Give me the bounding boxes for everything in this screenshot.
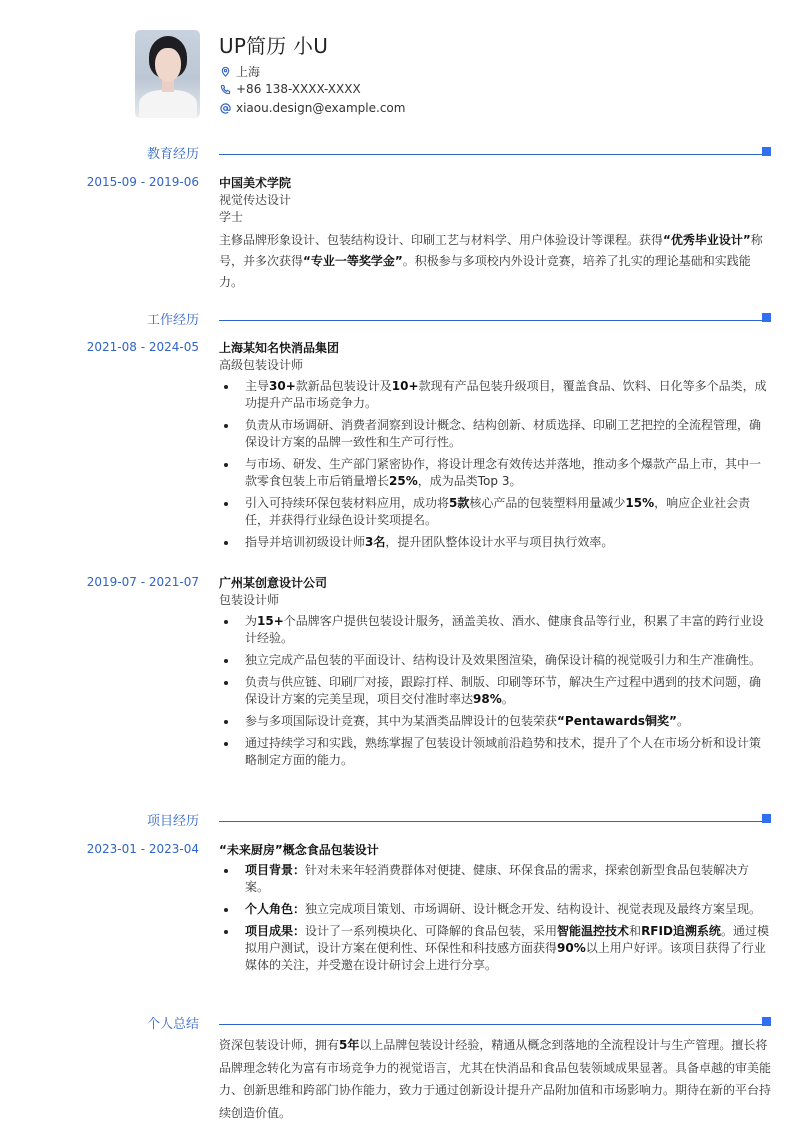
list-item: 主导30+款新品包装设计及10+款现有产品包装升级项目，覆盖食品、饮料、日化等多个品类，成功提升产品市场竞争力。 — [219, 378, 771, 412]
section-title: 项目经历 — [146, 814, 199, 829]
at-sign-icon — [219, 102, 231, 114]
section-marker-square — [762, 814, 771, 823]
section-work-header — [0, 309, 799, 329]
section-marker-square — [762, 1017, 771, 1026]
section-divider — [219, 1024, 769, 1025]
list-item: 引入可持续环保包装材料应用，成功将5款核心产品的包装塑料用量减少15%，响应企业社会责任，并获得行业绿色设计奖项提名。 — [219, 495, 771, 529]
major: 视觉传达设计 — [219, 193, 292, 207]
list-item: 与市场、研发、生产部门紧密协作，将设计理念有效传达并落地，推动多个爆款产品上市，其中一款零食包装上市后销量增长25%，成为品类Top 3。 — [219, 456, 771, 490]
degree: 学士 — [219, 210, 244, 224]
entry-date: 2021-08 - 2024-05 — [86, 340, 199, 354]
list-item: 指导并培训初级设计师3名，提升团队整体设计水平与项目执行效率。 — [219, 534, 771, 551]
job-title: 高级包装设计师 — [219, 358, 304, 372]
list-item: 为15+个品牌客户提供包装设计服务，涵盖美妆、酒水、健康食品等行业，积累了丰富的跨行业设计经验。 — [219, 613, 771, 647]
resume-header — [135, 30, 735, 120]
company-name: 上海某知名快消品集团 — [219, 341, 340, 355]
list-item: 负责与供应链、印刷厂对接，跟踪打样、制版、印刷等环节，解决生产过程中遇到的技术问题，确保设计方案的完美呈现，项目交付准时率达98%。 — [219, 674, 771, 708]
project-name: “未来厨房”概念食品包装设计 — [219, 843, 379, 857]
list-item: 参与多项国际设计竞赛，其中为某酒类品牌设计的包装荣获“Pentawards铜奖”。 — [219, 713, 771, 730]
list-item: 通过持续学习和实践，熟练掌握了包装设计领域前沿趋势和技术，提升了个人在市场分析和设计策略制定方面的能力。 — [219, 735, 771, 769]
section-marker-square — [762, 147, 771, 156]
entry-date: 2015-09 - 2019-06 — [86, 175, 199, 189]
section-projects-header — [0, 810, 799, 830]
list-item: 独立完成产品包装的平面设计、结构设计及效果图渲染，确保设计稿的视觉吸引力和生产准确性。 — [219, 652, 771, 669]
section-divider — [219, 320, 769, 321]
job-title: 包装设计师 — [219, 593, 280, 607]
email-link[interactable]: xiaou.design@example.com — [236, 101, 406, 115]
section-summary-header — [0, 1013, 799, 1033]
section-title: 个人总结 — [146, 1017, 199, 1032]
education-description: 主修品牌形象设计、包装结构设计、印刷工艺与材料学、用户体验设计等课程。获得“优秀毕业设计”称号，并多次获得“专业一等奖学金”。积极参与多项校内外设计竞赛，培养了扎实的理论基础和实践能力。 — [219, 233, 763, 289]
list-item: 项目成果：设计了一系列模块化、可降解的食品包装，采用智能温控技术和RFID追溯系统。通过模拟用户测试，设计方案在便利性、环保性和科技感方面获得90%以上用户好评。该项目获得了行业媒体的关注，并受邀在设计研讨会上进行分享。 — [219, 923, 771, 974]
section-title: 教育经历 — [146, 147, 199, 162]
section-divider — [219, 154, 769, 155]
section-marker-square — [762, 313, 771, 322]
section-title: 工作经历 — [146, 313, 199, 328]
entry-date: 2023-01 - 2023-04 — [86, 842, 199, 856]
list-item: 个人角色：独立完成项目策划、市场调研、设计概念开发、结构设计、视觉表现及最终方案呈现。 — [219, 901, 771, 918]
phone-text: +86 138-XXXX-XXXX — [236, 82, 361, 96]
company-name: 广州某创意设计公司 — [219, 576, 328, 590]
section-divider — [219, 821, 769, 822]
section-education-header — [0, 143, 799, 163]
school-name: 中国美术学院 — [219, 176, 292, 190]
profile-photo — [135, 30, 200, 118]
list-item: 项目背景：针对未来年轻消费群体对便捷、健康、环保食品的需求，探索创新型食品包装解决方案。 — [219, 862, 771, 896]
entry-date: 2019-07 - 2021-07 — [86, 575, 199, 589]
location-text: 上海 — [236, 65, 261, 79]
phone-icon — [219, 83, 231, 95]
map-pin-icon — [219, 66, 231, 78]
personal-summary: 资深包装设计师，拥有5年以上品牌包装设计经验，精通从概念到落地的全流程设计与生产管理。擅长将品牌理念转化为富有市场竞争力的视觉语言，尤其在快消品和食品包装领域成果显著。具备卓越的审美能力、创新思维和跨部门协作能力，致力于通过创新设计提升产品附加值和市场影响力。期待在新的平台持续创造价值。 — [219, 1038, 772, 1120]
list-item: 负责从市场调研、消费者洞察到设计概念、结构创新、材质选择、印刷工艺把控的全流程管理，确保设计方案的品牌一致性和生产可行性。 — [219, 417, 771, 451]
candidate-name: UP简历 小U — [219, 34, 329, 58]
contact-location — [219, 63, 260, 80]
contact-phone — [219, 82, 361, 96]
contact-email — [219, 101, 405, 115]
